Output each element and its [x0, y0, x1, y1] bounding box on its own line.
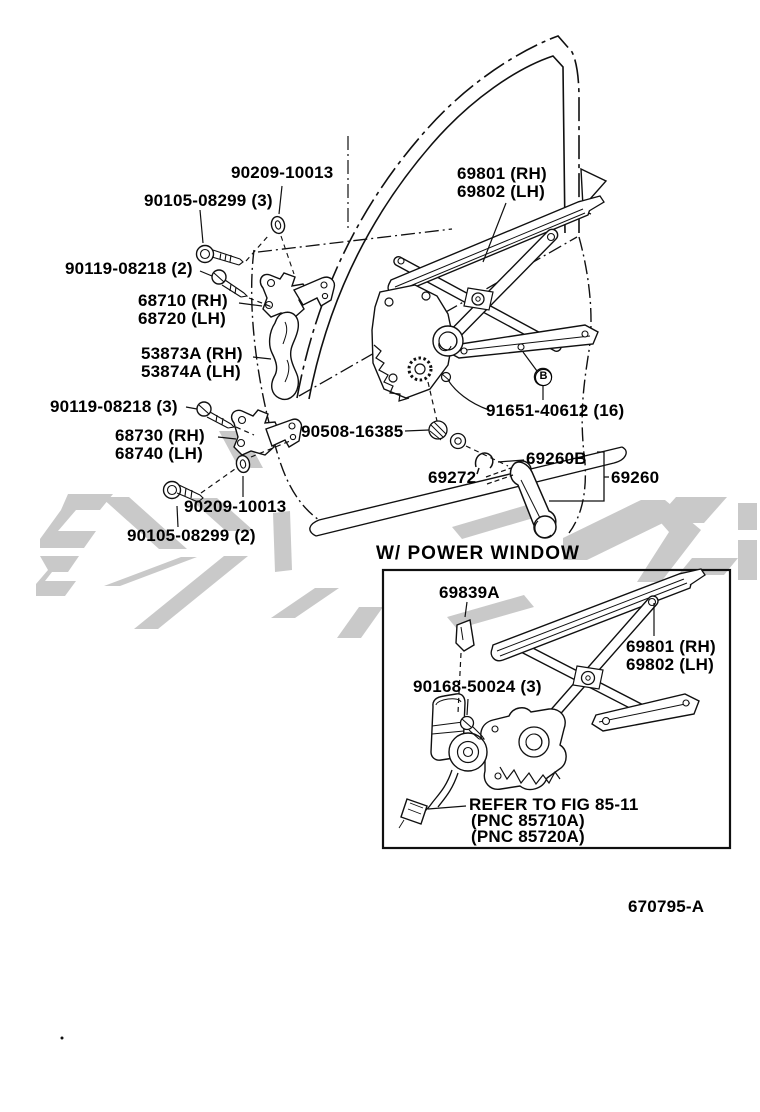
- scan-speck: [61, 1037, 64, 1040]
- part-label-hinge-lower-rh: 68730 (RH): [115, 426, 205, 445]
- part-label-door-check-lh: 53874A (LH): [141, 362, 241, 381]
- part-label-pw-regulator-rh: 69801 (RH): [626, 637, 716, 656]
- part-label-grommet-lower: 90209-10013: [184, 497, 287, 516]
- marker-b-badge: B: [535, 369, 552, 386]
- part-label-grommet-top: 90209-10013: [231, 163, 334, 182]
- part-label-escutcheon: 69272: [428, 468, 477, 487]
- part-label-pw-regulator-lh: 69802 (LH): [626, 655, 714, 674]
- part-label-regulator-rh: 69801 (RH): [457, 164, 547, 183]
- part-label-door-check-rh: 53873A (RH): [141, 344, 243, 363]
- part-label-bolt-upper: 90105-08299 (3): [144, 191, 273, 210]
- part-label-regulator-spring: 90508-16385: [301, 422, 404, 441]
- window-regulator-main: [372, 196, 604, 401]
- part-label-handle-plate: 69260B: [526, 449, 587, 468]
- part-label-regulator-lh: 69802 (LH): [457, 182, 545, 201]
- part-label-pw-motor-screw: 90168-50024 (3): [413, 677, 542, 696]
- part-label-hinge-upper-lh: 68720 (LH): [138, 309, 226, 328]
- figure-number: 670795-A: [628, 897, 705, 916]
- motor-reference-note-line2: (PNC 85710A): [471, 811, 585, 830]
- part-label-pw-bracket: 69839A: [439, 583, 500, 602]
- power-window-section-title: W/ POWER WINDOW: [376, 543, 580, 564]
- part-label-window-handle: 69260: [611, 468, 660, 487]
- motor-reference-note-line3: (PNC 85720A): [471, 827, 585, 846]
- part-label-glass-clip: 91651-40612 (16): [486, 401, 625, 420]
- part-label-hinge-lower-lh: 68740 (LH): [115, 444, 203, 463]
- motor-reference-note-line1: REFER TO FIG 85-11: [469, 795, 639, 814]
- part-label-bolt-lower: 90105-08299 (2): [127, 526, 256, 545]
- part-label-screw-upper: 90119-08218 (2): [65, 259, 193, 278]
- part-label-screw-lower: 90119-08218 (3): [50, 397, 178, 416]
- part-label-hinge-upper-rh: 68710 (RH): [138, 291, 228, 310]
